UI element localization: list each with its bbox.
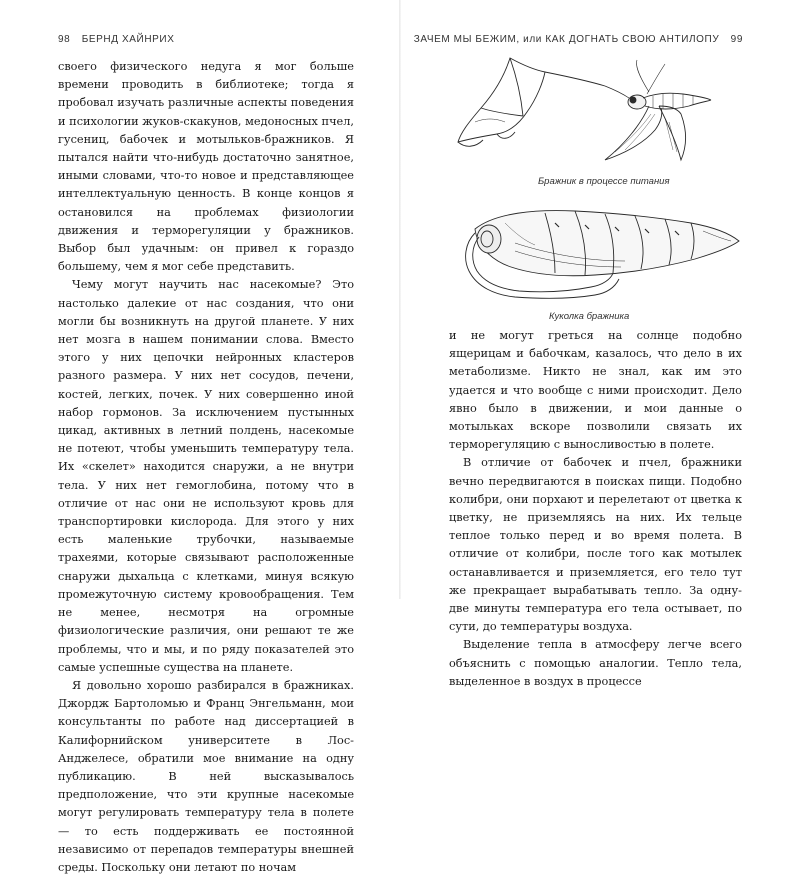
paragraph: Я довольно хорошо разбирался в бражниках. Джордж Бартоломью и Франц Энгельманн, мои консультанты по работе над диссертацией в Калифорнийском университете в Лос-Анджелесе, обратили мое внимание на одну публикацию. В ней высказывалось предположение, что эти крупные насекомые могут регулировать температуру тела в полете — то есть поддерживать ее постоянной независимо от перепадов температуры внешней среды. Поскольку они летают по ночам: [58, 678, 354, 874]
right-running-head: [414, 34, 743, 45]
paragraph: В отличие от бабочек и пчел, бражники вечно передвигаются в поисках пищи. Подобно колибри, они порхают и перелетают от цветка к цветку, не приземляясь на них. Их тельце теплое только перед и во время полета. В отличие от колибри, после того как мотылек останавливается и приземляется, его тело тут же прекращает вырабатывать тепло. За одну-две минуты температура его тела остывает, по сути, до температуры воздуха.: [449, 456, 742, 634]
figure-caption: Бражник в процессе питания: [538, 176, 670, 187]
left-page-number: 98: [58, 34, 71, 45]
book-spine: [399, 0, 401, 599]
left-page-text: [58, 58, 354, 877]
left-running-head-text: БЕРНД ХАЙНРИХ: [81, 34, 175, 45]
left-running-head: [58, 34, 174, 45]
right-page-number: 99: [730, 34, 743, 45]
right-page-text: [449, 327, 742, 691]
pupa-drawing: [466, 211, 739, 299]
hawkmoth-pupa-illustration: [455, 203, 745, 315]
paragraph: и не могут греться на солнце подобно ящерицам и бабочкам, казалось, что дело в их метаболизме. Никто не знал, как им это удается и что вообще с ними происходит. Дело явно было в движении, и мои данные о мотыльках вскоре позволили связать их терморегуляцию с выносливостью в полете.: [449, 329, 742, 452]
paragraph: своего физического недуга я мог больше времени проводить в библиотеке; тогда я пробовал изучать различные аспекты поведения и психологии жуков-скакунов, медоносных пчел, гусениц, бабочек и мотыльков-бражников. Я пытался найти что-нибудь достаточно занятное, иными словами, что-то новое и представляющее интеллектуальную ценность. В конце концов я остановился на проблемах физиологии движения и терморегуляции у бражников. Выбор был удачным: он привел к гораздо большему, чем я мог себе представить.: [58, 60, 354, 274]
moth-drawing: [605, 60, 711, 160]
paragraph: Выделение тепла в атмосферу легче всего объяснить с помощью аналогии. Тепло тела, выделенное в воздух в процессе: [449, 638, 742, 688]
figure-caption: Куколка бражника: [549, 311, 630, 322]
paragraph: Чему могут научить нас насекомые? Это настолько далекие от нас создания, что они могли бы возникнуть на другой планете. У них нет мозга в нашем понимании слова. Вместо этого у них цепочки нейронных кластеров разного размера. У них нет сосудов, печени, костей, легких, почек. У них совершенно иной набор гормонов. За исключением пустынных цикад, активных в летний полдень, насекомые не потеют, чтобы уменьшить температуру тела. Их «скелет» находится снаружи, а не внутри тела. У них нет гемоглобина, потому что в отличие от нас они не используют кровь для транспортировки кислорода. Для этого у них есть маленькие трубочки, называемые трахеями, которые связывают расположенные снаружи дыхальца с клетками, минуя всякую промежуточную систему кровообращения. Тем не менее, несмотря на огромные физиологические различия, они решают те же проблемы, что и мы, и по ряду показателей это самые успешные существа на планете.: [58, 278, 354, 674]
hawkmoth-feeding-illustration: [455, 52, 750, 172]
right-running-head-text: ЗАЧЕМ МЫ БЕЖИМ, или КАК ДОГНАТЬ СВОЮ АНТИЛОПУ: [413, 34, 720, 45]
flower-drawing: [458, 58, 605, 146]
